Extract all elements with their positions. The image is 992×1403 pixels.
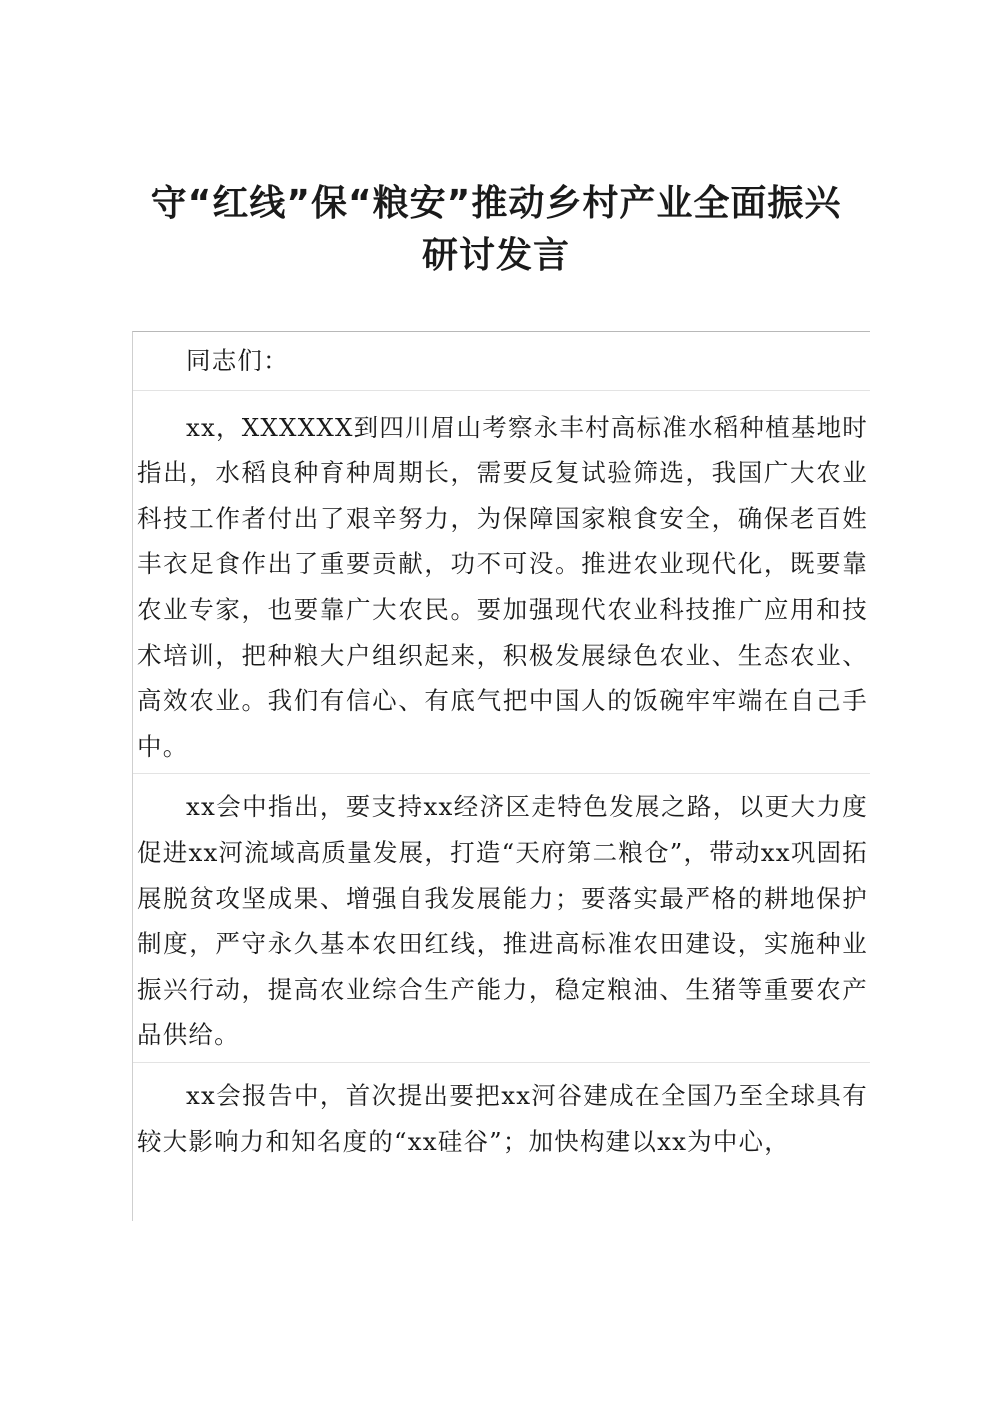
paragraph-2: xx会中指出，要支持xx经济区走特色发展之路，以更大力度促进xx河流域高质量发展，打造“天府第二粮仓”，带动xx巩固拓展脱贫攻坚成果、增强自我发展能力；要落实最严格的耕地保护制度，严守永久基本农田红线，推进高标准农田建设，实施种业振兴行动，提高农业综合生产能力，稳定粮油、生猪等重要农产品供给。 [133, 773, 870, 1062]
salutation: 同志们： [186, 346, 289, 375]
paragraph-3: xx会报告中，首次提出要把xx河谷建成在全国乃至全球具有较大影响力和知名度的“xx硅谷”；加快构建以xx为中心， [133, 1062, 870, 1164]
title-line-1: 守“红线”保“粮安”推动乡村产业全面振兴 [150, 183, 842, 224]
paragraph-1: xx，XXXXXX到四川眉山考察永丰村高标准水稻种植基地时指出，水稻良种育种周期长，需要反复试验筛选，我国广大农业科技工作者付出了艰辛努力，为保障国家粮食安全，确保老百姓丰衣足食作出了重要贡献，功不可没。推进农业现代化，既要靠农业专家，也要靠广大农民。要加强现代农业科技推广应用和技术培训，把种粮大户组织起来，积极发展绿色农业、生态农业、高效农业。我们有信心、有底气把中国人的饭碗牢牢端在自己手中。 [133, 390, 870, 774]
document-title [0, 178, 992, 282]
document-body [132, 331, 870, 1221]
title-line-2: 研讨发言 [421, 235, 570, 276]
